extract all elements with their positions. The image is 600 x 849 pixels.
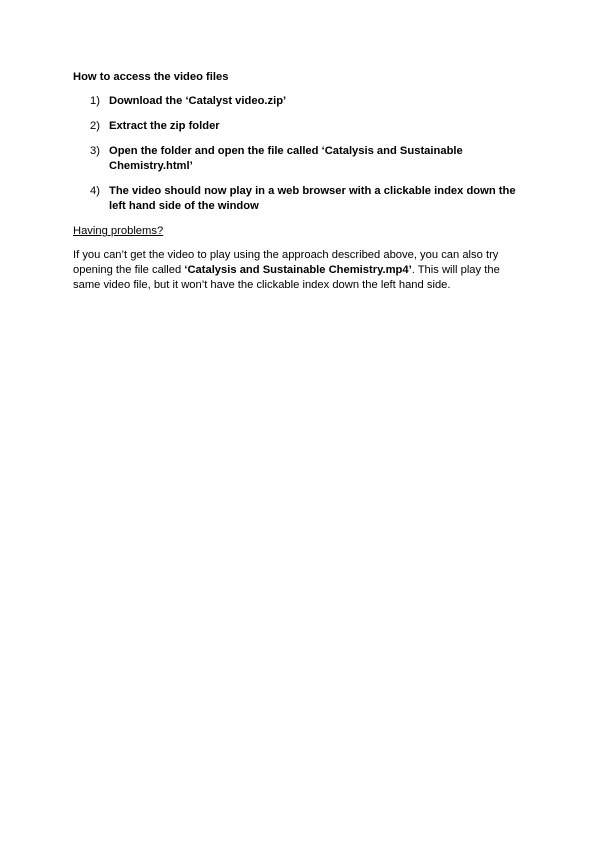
- list-item: [73, 94, 528, 109]
- step-text: Open the folder and open the file called ‘Catalysis and Sustainable Chemistry.html’: [109, 145, 463, 172]
- list-item: [73, 144, 528, 174]
- step-text: The video should now play in a web browser with a clickable index down the left hand side of the window: [109, 185, 516, 212]
- step-number: 4): [90, 185, 100, 197]
- page-title: How to access the video files: [73, 71, 229, 83]
- problems-paragraph: [73, 248, 528, 293]
- problems-filename: ‘Catalysis and Sustainable Chemistry.mp4’: [184, 264, 412, 276]
- list-item: [73, 184, 528, 214]
- problems-heading: Having problems?: [73, 225, 164, 237]
- problems-text-before: If you can’t get the video to play using the approach described above, you can also try opening the file called: [73, 249, 499, 276]
- step-number: 3): [90, 145, 100, 157]
- document-body: [73, 70, 528, 293]
- problems-text-after: . This will play the same video file, but it won’t have the clickable index down the left hand side.: [73, 264, 500, 291]
- list-item: [73, 119, 528, 134]
- step-text: Extract the zip folder: [109, 120, 220, 132]
- step-number: 2): [90, 120, 100, 132]
- instruction-list: [73, 94, 528, 214]
- step-number: 1): [90, 95, 100, 107]
- step-text: Download the ‘Catalyst video.zip’: [109, 95, 287, 107]
